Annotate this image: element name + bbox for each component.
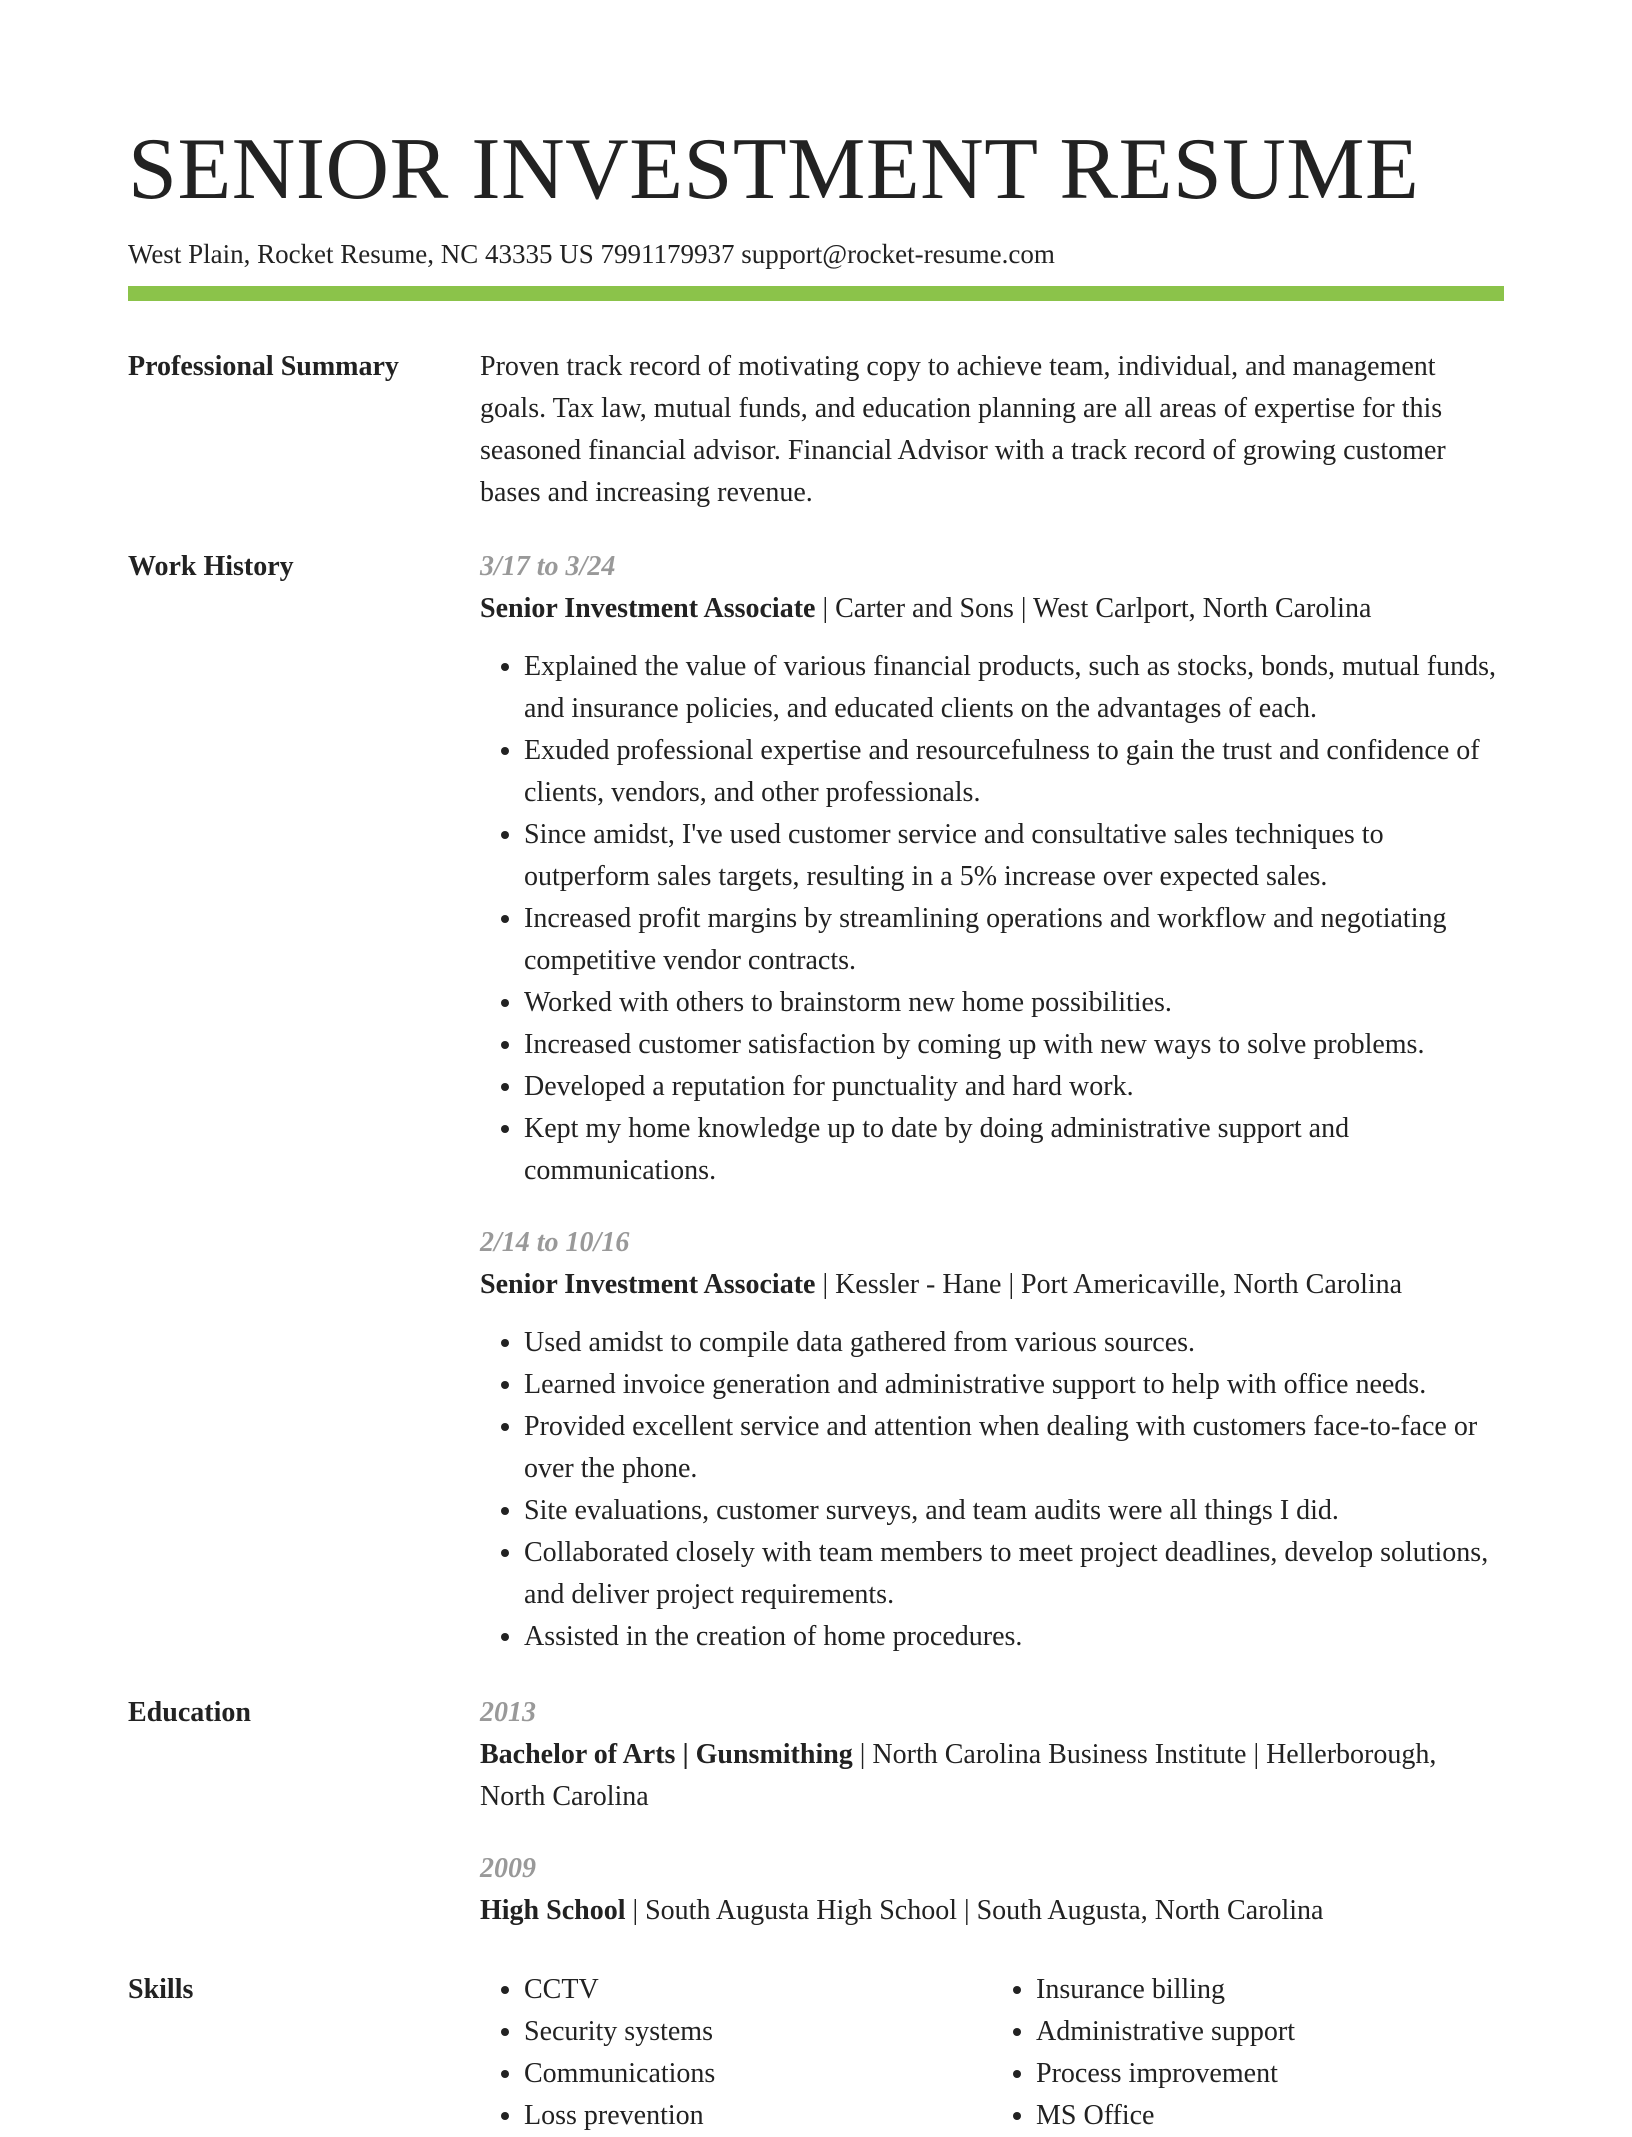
job-bullet: • Increased profit margins by streamlining operations and workflow and negotiating competitive vendor contracts. bbox=[524, 898, 1504, 982]
job-bullet: • Collaborated closely with team members to meet project deadlines, develop solutions, and deliver project requirements. bbox=[524, 1532, 1504, 1616]
skills-columns bbox=[480, 1969, 1504, 2137]
skill-item: • Insurance billing bbox=[1036, 1969, 1504, 2011]
job-bullet: • Explained the value of various financial products, such as stocks, bonds, mutual funds, and insurance policies, and educated clients on the advantages of each. bbox=[524, 646, 1504, 730]
skill-item: • Administrative support bbox=[1036, 2011, 1504, 2053]
job-bullet: • Developed a reputation for punctuality and hard work. bbox=[524, 1066, 1504, 1108]
education-details: | North Carolina Business Institute | Hellerborough, North Carolina bbox=[480, 1739, 1437, 1812]
job-bullet: • Used amidst to compile data gathered from various sources. bbox=[524, 1322, 1504, 1364]
education-content bbox=[480, 1692, 1504, 1932]
education-line bbox=[480, 1890, 1504, 1932]
job-entry bbox=[480, 1222, 1504, 1658]
skills-list-right bbox=[992, 1969, 1504, 2137]
skills-list-left bbox=[480, 1969, 992, 2137]
job-bullets bbox=[480, 646, 1504, 1192]
job-bullet: • Learned invoice generation and administrative support to help with office needs. bbox=[524, 1364, 1504, 1406]
summary-text: Proven track record of motivating copy to achieve team, individual, and management goals. Tax law, mutual funds, and education planning are all areas of expertise for this seasoned financial advisor. Financial Advisor with a track record of growing customer bases and increasing revenue. bbox=[480, 351, 1446, 508]
education-entry bbox=[480, 1848, 1504, 1932]
job-title-line bbox=[480, 588, 1504, 630]
resume-header bbox=[128, 118, 1504, 272]
work-history-label: Work History bbox=[128, 551, 294, 582]
job-details: | Carter and Sons | West Carlport, North Carolina bbox=[815, 593, 1372, 624]
job-title: Senior Investment Associate bbox=[480, 1269, 816, 1300]
skill-item: • Process improvement bbox=[1036, 2053, 1504, 2095]
education-details: | South Augusta High School | South Augusta, North Carolina bbox=[625, 1895, 1324, 1926]
education-year: 2013 bbox=[480, 1697, 536, 1728]
job-bullet: • Since amidst, I've used customer service and consultative sales techniques to outperform sales targets, resulting in a 5% increase over expected sales. bbox=[524, 814, 1504, 898]
work-history-content bbox=[480, 546, 1504, 1658]
skills-label: Skills bbox=[128, 1974, 194, 2005]
education-label: Education bbox=[128, 1697, 251, 1728]
job-bullet: • Provided excellent service and attention when dealing with customers face-to-face or over the phone. bbox=[524, 1406, 1504, 1490]
job-details: | Kessler - Hane | Port Americaville, North Carolina bbox=[815, 1269, 1403, 1300]
job-bullet: • Assisted in the creation of home procedures. bbox=[524, 1616, 1504, 1658]
skill-item: • Loss prevention bbox=[524, 2095, 992, 2137]
summary-content bbox=[480, 346, 1504, 514]
skills-content bbox=[480, 1969, 1504, 2137]
contact-line: West Plain, Rocket Resume, NC 43335 US 7991179937 support@rocket-resume.com bbox=[128, 239, 1055, 269]
education-year: 2009 bbox=[480, 1853, 536, 1884]
job-title-line bbox=[480, 1264, 1504, 1306]
education-degree: Bachelor of Arts | Gunsmithing bbox=[480, 1739, 853, 1770]
resume-title: SENIOR INVESTMENT RESUME bbox=[128, 121, 1420, 218]
header-accent-rule bbox=[128, 286, 1504, 301]
job-bullets bbox=[480, 1322, 1504, 1658]
skill-item: • CCTV bbox=[524, 1969, 992, 2011]
job-bullet: • Kept my home knowledge up to date by doing administrative support and communications. bbox=[524, 1108, 1504, 1192]
job-bullet: • Worked with others to brainstorm new home possibilities. bbox=[524, 982, 1504, 1024]
skill-item: • Security systems bbox=[524, 2011, 992, 2053]
education-line bbox=[480, 1734, 1504, 1818]
education-entry bbox=[480, 1692, 1504, 1818]
job-bullet: • Site evaluations, customer surveys, and team audits were all things I did. bbox=[524, 1490, 1504, 1532]
job-title: Senior Investment Associate bbox=[480, 593, 816, 624]
skill-item: • Communications bbox=[524, 2053, 992, 2095]
summary-label: Professional Summary bbox=[128, 351, 399, 382]
job-dates: 3/17 to 3/24 bbox=[480, 551, 616, 582]
skill-item: • MS Office bbox=[1036, 2095, 1504, 2137]
job-dates: 2/14 to 10/16 bbox=[480, 1227, 630, 1258]
job-entry bbox=[480, 546, 1504, 1192]
education-degree: High School bbox=[480, 1895, 626, 1926]
job-bullet: • Exuded professional expertise and resourcefulness to gain the trust and confidence of clients, vendors, and other professionals. bbox=[524, 730, 1504, 814]
job-bullet: • Increased customer satisfaction by coming up with new ways to solve problems. bbox=[524, 1024, 1504, 1066]
